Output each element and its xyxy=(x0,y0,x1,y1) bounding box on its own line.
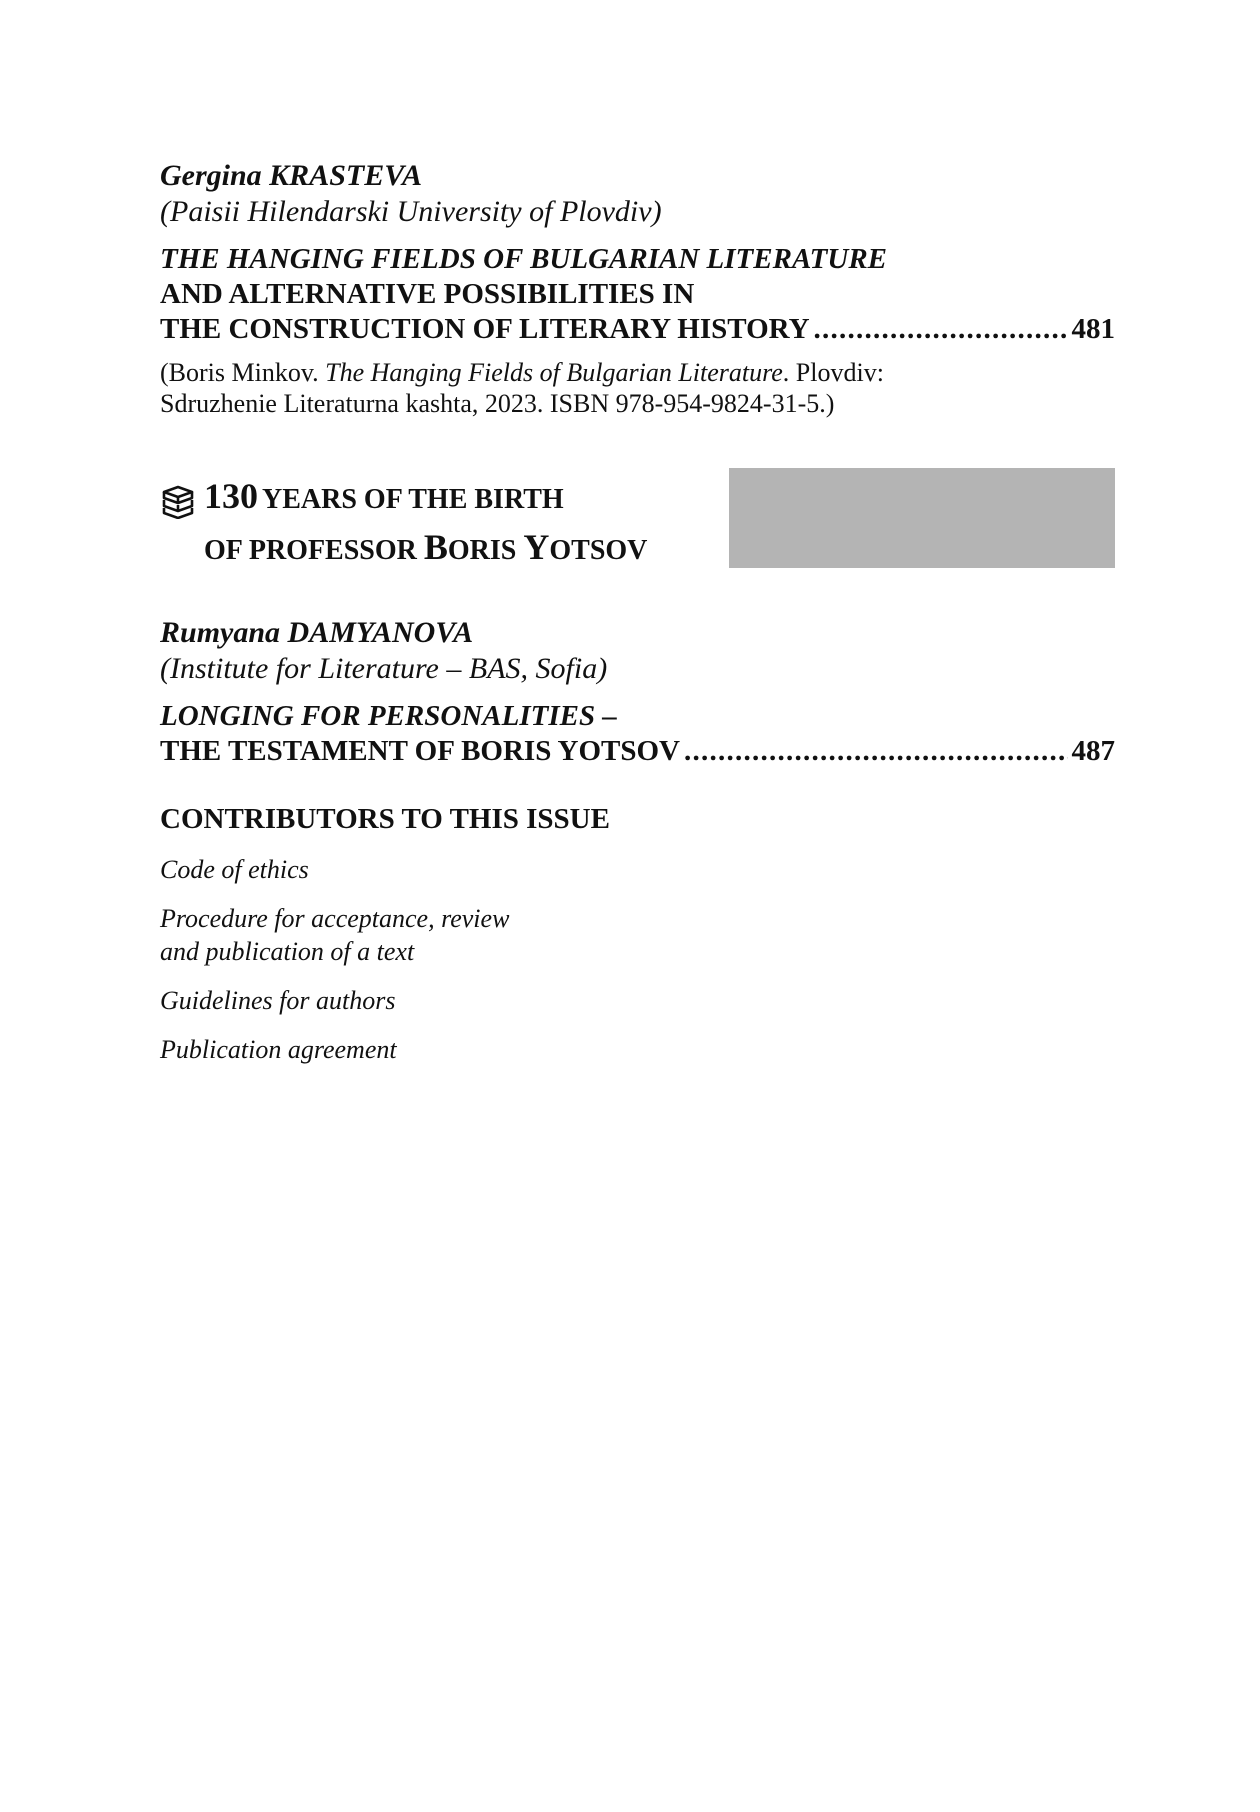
procedure-link[interactable] xyxy=(160,902,1115,968)
page-number: 481 xyxy=(1071,313,1115,345)
article-title-line: AND ALTERNATIVE POSSIBILITIES IN xyxy=(160,278,695,310)
note-book-title: The Hanging Fields of Bulgarian Literature xyxy=(325,358,783,387)
section-title-line: OF PROFESSOR xyxy=(204,535,424,566)
dot-leader xyxy=(684,734,1068,769)
article-title-line: LONGING FOR PERSONALITIES – xyxy=(160,700,617,732)
page-number: 487 xyxy=(1071,735,1115,767)
section-title-line: OTSOV xyxy=(549,535,648,566)
book-reference xyxy=(160,357,1115,419)
author-affiliation: (Institute for Literature – BAS, Sofia) xyxy=(160,652,608,685)
section-title-text xyxy=(204,475,647,577)
procedure-line: Procedure for acceptance, review xyxy=(160,904,510,933)
article-title xyxy=(160,242,1115,347)
contributors-heading[interactable]: CONTRIBUTORS TO THIS ISSUE xyxy=(160,803,610,835)
article-title xyxy=(160,699,1115,769)
author-affiliation: (Paisii Hilendarski University of Plovdiv) xyxy=(160,195,662,228)
procedure-line: and publication of a text xyxy=(160,937,415,966)
section-heading xyxy=(160,475,1115,577)
code-of-ethics-link[interactable]: Code of ethics xyxy=(160,855,309,884)
toc-content xyxy=(160,158,1115,1066)
article-title-line: THE HANGING FIELDS OF BULGARIAN LITERATURE xyxy=(160,243,888,275)
note-text: Sdruzhenie Literaturna kashta, 2023. ISBN 978-954-9824-31-5.) xyxy=(160,389,835,418)
section-banner-box xyxy=(729,468,1115,568)
dot-leader xyxy=(814,312,1068,347)
author-name: Gergina KRASTEVA xyxy=(160,159,423,192)
article-title-line: THE TESTAMENT OF BORIS YOTSOV xyxy=(160,735,680,767)
anniversary-number: 130 xyxy=(204,476,258,516)
toc-entry-krasteva xyxy=(160,158,1115,419)
author-name: Rumyana DAMYANOVA xyxy=(160,616,474,649)
publication-agreement-link[interactable]: Publication agreement xyxy=(160,1035,397,1064)
initial-letter: Y xyxy=(523,527,550,567)
article-title-row[interactable] xyxy=(160,312,1115,347)
article-title-line: THE CONSTRUCTION OF LITERARY HISTORY xyxy=(160,313,810,345)
toc-entry-damyanova xyxy=(160,615,1115,769)
article-title-row[interactable] xyxy=(160,734,1115,769)
guidelines-link[interactable]: Guidelines for authors xyxy=(160,986,396,1015)
initial-letter: B xyxy=(423,527,448,567)
note-text: . Plovdiv: xyxy=(782,358,884,387)
books-icon xyxy=(160,483,196,519)
note-text: (Boris Minkov. xyxy=(160,358,326,387)
section-title-line: YEARS OF THE BIRTH xyxy=(262,484,564,515)
section-title xyxy=(160,475,647,577)
section-title-line: ORIS xyxy=(447,535,524,566)
